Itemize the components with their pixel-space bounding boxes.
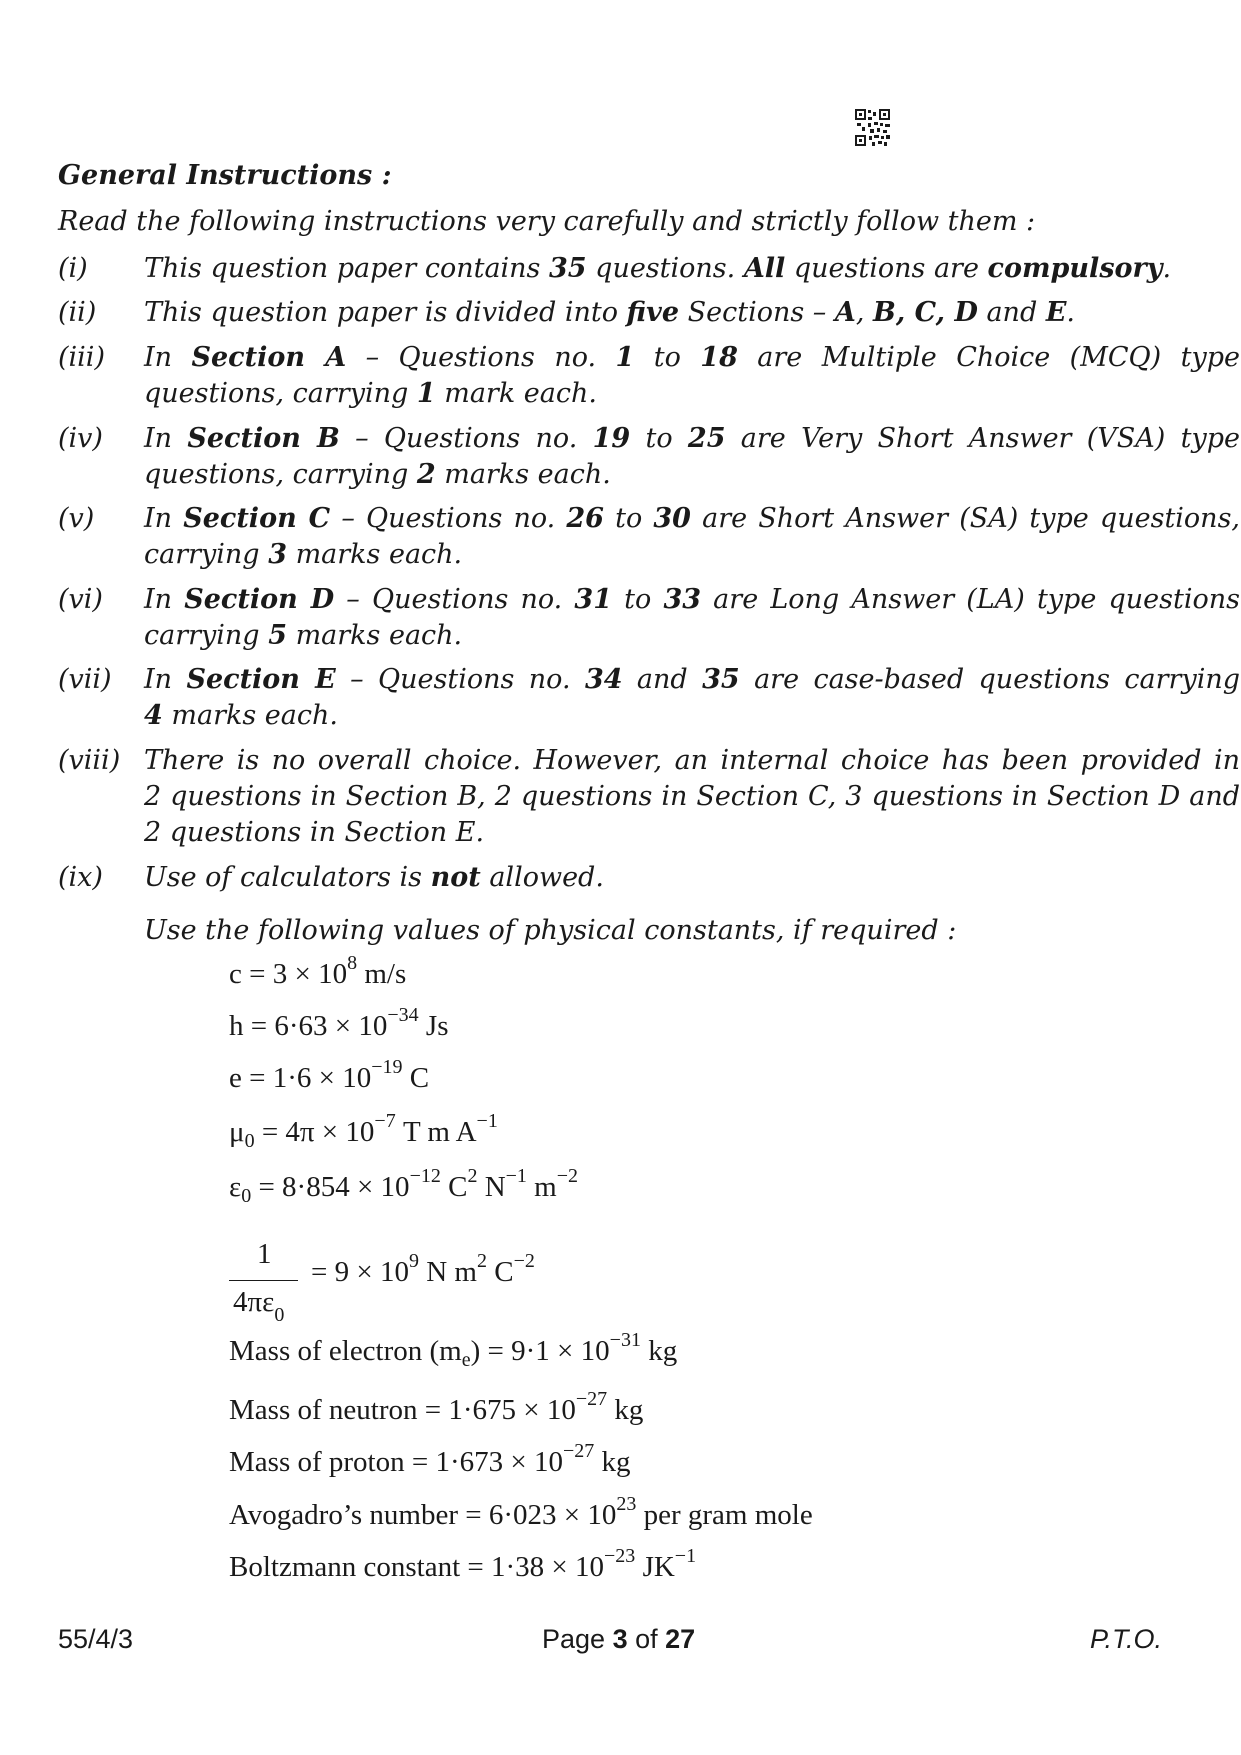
constants-intro: Use the following values of physical constants, if required : — [144, 915, 957, 946]
page-number: Page 3 of 27 — [542, 1624, 696, 1654]
item-number: (i) — [58, 253, 88, 284]
paper-code: 55/4/3 — [58, 1624, 134, 1654]
constant-neutron-mass: Mass of neutron = $1\cdot 675 \times 10^{-27}$ kg — [229, 1388, 644, 1426]
instructions-heading: General Instructions : — [58, 160, 392, 191]
item-number: (ix) — [58, 862, 103, 893]
item-number: (vi) — [58, 584, 103, 615]
constant-c: $c = 3 \times 10^8$ m/s — [229, 952, 407, 990]
item-text: In Section B – Questions no. 19 to 25 are Very Short Answer (VSA) type questions, carrying 2 marks each. — [144, 423, 1240, 490]
constant-proton-mass: Mass of proton = $1\cdot 673 \times 10^{-27}$ kg — [229, 1440, 631, 1478]
item-text: Use of calculators is not allowed. — [144, 862, 604, 893]
item-text: In Section A – Questions no. 1 to 18 are Multiple Choice (MCQ) type questions, carrying 1 mark each. — [144, 342, 1240, 409]
item-number: (iii) — [58, 342, 105, 373]
item-text: This question paper contains 35 questions. All questions are compulsory. — [144, 253, 1172, 284]
item-number: (ii) — [58, 297, 97, 328]
item-number: (vii) — [58, 664, 112, 695]
qr-code — [855, 109, 890, 146]
constant-electron-mass: Mass of electron $(m_e) = 9\cdot 1 \times 10^{-31}$ kg — [229, 1329, 678, 1371]
item-text: In Section D – Questions no. 31 to 33 are Long Answer (LA) type questions carrying 5 marks each. — [144, 584, 1240, 651]
item-text: In Section C – Questions no. 26 to 30 are Short Answer (SA) type questions, carrying 3 marks each. — [144, 503, 1241, 570]
constant-boltzmann: Boltzmann constant = $1\cdot 38 \times 10^{-23}$ $JK^{-1}$ — [229, 1545, 697, 1583]
pto-label: P.T.O. — [1090, 1624, 1163, 1654]
item-text: In Section E – Questions no. 34 and 35 are case-based questions carrying 4 marks each. — [144, 664, 1241, 731]
item-number: (viii) — [58, 745, 121, 776]
item-number: (v) — [58, 503, 95, 534]
instructions-intro: Read the following instructions very carefully and strictly follow them : — [58, 206, 1036, 237]
constant-mu0: $\mu_0 = 4\pi \times 10^{-7}$ T m $A^{-1}$ — [229, 1110, 498, 1152]
fraction-bar — [229, 1280, 298, 1281]
constant-e: $e = 1\cdot 6 \times 10^{-19}$ C — [229, 1056, 430, 1094]
item-text: This question paper is divided into five Sections – A, B, C, D and E. — [144, 297, 1075, 328]
constant-eps0: $\varepsilon_0 = 8\cdot 854 \times 10^{-12}$ $C^2$ $N^{-1}$ $m^{-2}$ — [229, 1165, 579, 1207]
item-text: There is no overall choice. However, an internal choice has been provided in 2 questions in Section B, 2 questions in Section C, 3 questions in Section D and 2 questions in Section E. — [144, 745, 1240, 848]
item-number: (iv) — [58, 423, 103, 454]
constant-avogadro: Avogadro’s number = $6\cdot 023 \times 10^{23}$ per gram mole — [229, 1493, 813, 1531]
constant-h: $h = 6\cdot 63 \times 10^{-34}$ Js — [229, 1004, 449, 1042]
